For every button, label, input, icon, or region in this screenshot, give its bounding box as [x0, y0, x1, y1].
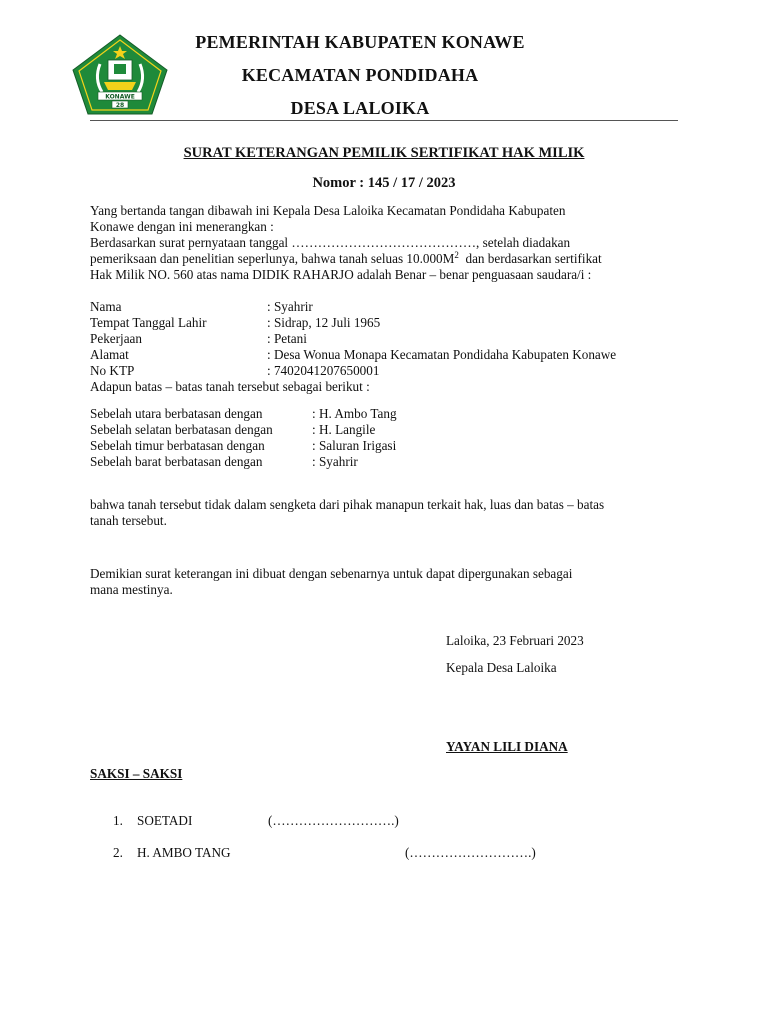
witness-signature-line: (……………………….) [405, 845, 536, 860]
boundary-label: Sebelah timur berbatasan dengan [90, 438, 265, 453]
statement-line-2: tanah tersebut. [90, 513, 167, 528]
boundary-value: : Syahrir [312, 454, 358, 469]
identity-label: Tempat Tanggal Lahir [90, 315, 207, 330]
witnesses-heading: SAKSI – SAKSI [90, 766, 183, 781]
basis-line-1: Berdasarkan surat pernyataan tanggal ……………………………………, setelah diadakan [90, 235, 571, 250]
identity-label: Pekerjaan [90, 331, 142, 346]
identity-value: : 7402041207650001 [267, 363, 380, 378]
witness-number: 2. [113, 845, 123, 860]
basis-line-2b: dan berdasarkan sertifikat [458, 251, 602, 266]
closing-line-1: Demikian surat keterangan ini dibuat dengan sebenarnya untuk dapat dipergunakan sebagai [90, 566, 573, 581]
area-superscript: 2 [454, 250, 459, 260]
identity-value: : Syahrir [267, 299, 313, 314]
identity-label: Alamat [90, 347, 129, 362]
intro-paragraph [90, 203, 680, 283]
witness-signature-line: (……………………….) [268, 813, 399, 828]
boundary-label: Sebelah selatan berbatasan dengan [90, 422, 273, 437]
closing-paragraph [90, 566, 680, 598]
witness-name: SOETADI [137, 813, 193, 828]
boundary-value: : H. Ambo Tang [312, 406, 397, 421]
signature-position: Kepala Desa Laloika [446, 660, 557, 675]
logo-number: 28 [115, 102, 125, 109]
basis-line-3: Hak Milik NO. 560 atas nama DIDIK RAHARJO adalah Benar – benar penguasaan saudara/i : [90, 267, 592, 282]
intro-line-2: Konawe dengan ini menerangkan : [90, 219, 274, 234]
basis-line-2a: pemeriksaan dan penelitian seperlunya, bahwa tanah seluas 10.000M [90, 251, 455, 266]
intro-line-1: Yang bertanda tangan dibawah ini Kepala Desa Laloika Kecamatan Pondidaha Kabupaten [90, 203, 566, 218]
signature-place-date: Laloika, 23 Februari 2023 [446, 633, 584, 648]
logo-text: KONAWE [105, 93, 135, 101]
boundary-value: : Saluran Irigasi [312, 438, 397, 453]
boundary-intro: Adapun batas – batas tanah tersebut sebagai berikut : [90, 379, 370, 394]
signature-name: YAYAN LILI DIANA [446, 739, 568, 754]
identity-value: : Desa Wonua Monapa Kecamatan Pondidaha Kabupaten Konawe [267, 347, 617, 362]
header-district: KECAMATAN PONDIDAHA [241, 65, 479, 85]
header-village: DESA LALOIKA [290, 98, 430, 118]
identity-label: No KTP [90, 363, 135, 378]
document-number: Nomor : 145 / 17 / 2023 [312, 175, 456, 191]
document-title-text: SURAT KETERANGAN PEMILIK SERTIFIKAT HAK MILIK [183, 145, 585, 161]
header-divider [90, 120, 678, 121]
basis-line-2 [90, 251, 680, 267]
statement-line-1: bahwa tanah tersebut tidak dalam sengketa dari pihak manapun terkait hak, luas dan batas – batas [90, 497, 605, 512]
header-government: PEMERINTAH KABUPATEN KONAWE [195, 32, 525, 52]
witness-name: H. AMBO TANG [137, 845, 231, 860]
statement-paragraph [90, 497, 680, 529]
boundary-label: Sebelah barat berbatasan dengan [90, 454, 263, 469]
identity-label: Nama [90, 299, 122, 314]
witness-number: 1. [113, 813, 123, 828]
boundary-value: : H. Langile [312, 422, 376, 437]
boundary-label: Sebelah utara berbatasan dengan [90, 406, 263, 421]
identity-value: : Sidrap, 12 Juli 1965 [267, 315, 381, 330]
identity-value: : Petani [267, 331, 307, 346]
document-title [90, 145, 678, 162]
closing-line-2: mana mestinya. [90, 582, 173, 597]
